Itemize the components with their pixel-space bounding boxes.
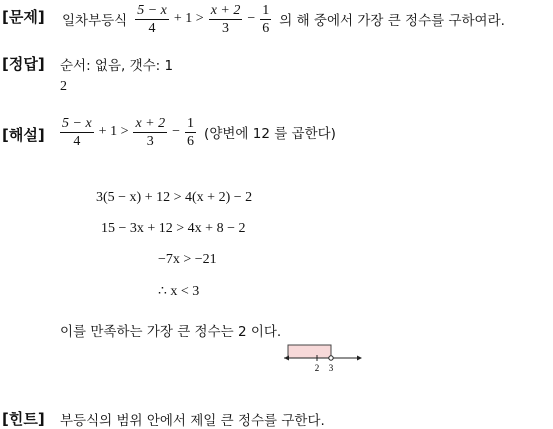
- solution-rhs-fraction-2: [185, 115, 196, 150]
- plus-one-greater: + 1 >: [98, 124, 129, 139]
- solution-conclusion: 이를 만족하는 가장 큰 정수는 2 이다.: [60, 324, 282, 340]
- solution-region-shading: [288, 345, 331, 358]
- minus-sign: −: [247, 11, 256, 26]
- left-arrow-icon: [284, 356, 289, 361]
- tick-label-3: 3: [328, 363, 334, 373]
- hint-text: 부등식의 범위 안에서 제일 큰 정수를 구한다.: [60, 413, 325, 429]
- plus-one-greater: + 1 >: [173, 11, 204, 26]
- problem-rhs-fraction-1: [209, 2, 243, 37]
- answer-line-2: 2: [60, 79, 67, 94]
- tick-label-2: 2: [314, 363, 320, 373]
- hint-tag: [힌트]: [2, 410, 45, 428]
- problem-text-after: 의 해 중에서 가장 큰 정수를 구하여라.: [279, 13, 505, 29]
- solution-tag: [해설]: [2, 126, 45, 144]
- problem-tag: [문제]: [2, 8, 45, 26]
- answer-tag: [정답]: [2, 55, 45, 73]
- solution-step-1: 3(5 − x) + 12 > 4(x + 2) − 2: [96, 190, 253, 205]
- right-arrow-icon: [357, 356, 362, 361]
- solution-note: (양변에 12 를 곱한다): [204, 126, 336, 142]
- number-line-diagram: [280, 342, 366, 374]
- open-circle-at-3: [329, 356, 333, 360]
- problem-text-before: 일차부등식: [62, 13, 128, 29]
- problem-statement: [62, 2, 505, 36]
- solution-step-3: −7x > −21: [158, 252, 217, 267]
- fraction-denominator: 3: [222, 20, 230, 36]
- fraction-numerator: 5 − x: [137, 2, 167, 18]
- solution-step-2: 15 − 3x + 12 > 4x + 8 − 2: [101, 221, 246, 236]
- solution-first-line: [58, 114, 336, 150]
- answer-line-1: 순서: 없음, 갯수: 1: [60, 58, 174, 74]
- fraction-numerator: x + 2: [210, 2, 241, 18]
- fraction-numerator: x + 2: [135, 115, 166, 131]
- solution-step-4: ∴ x < 3: [158, 284, 200, 299]
- fraction-denominator: 4: [148, 20, 156, 36]
- fraction-numerator: 1: [187, 115, 195, 131]
- fraction-denominator: 6: [262, 20, 270, 36]
- minus-sign: −: [172, 124, 181, 139]
- fraction-denominator: 4: [73, 133, 81, 149]
- fraction-denominator: 6: [187, 133, 195, 149]
- fraction-numerator: 1: [262, 2, 270, 18]
- problem-lhs-fraction: [135, 2, 169, 37]
- fraction-denominator: 3: [146, 133, 154, 149]
- solution-lhs-fraction: [60, 115, 94, 150]
- solution-rhs-fraction-1: [133, 115, 167, 150]
- fraction-numerator: 5 − x: [62, 115, 92, 131]
- problem-rhs-fraction-2: [260, 2, 271, 37]
